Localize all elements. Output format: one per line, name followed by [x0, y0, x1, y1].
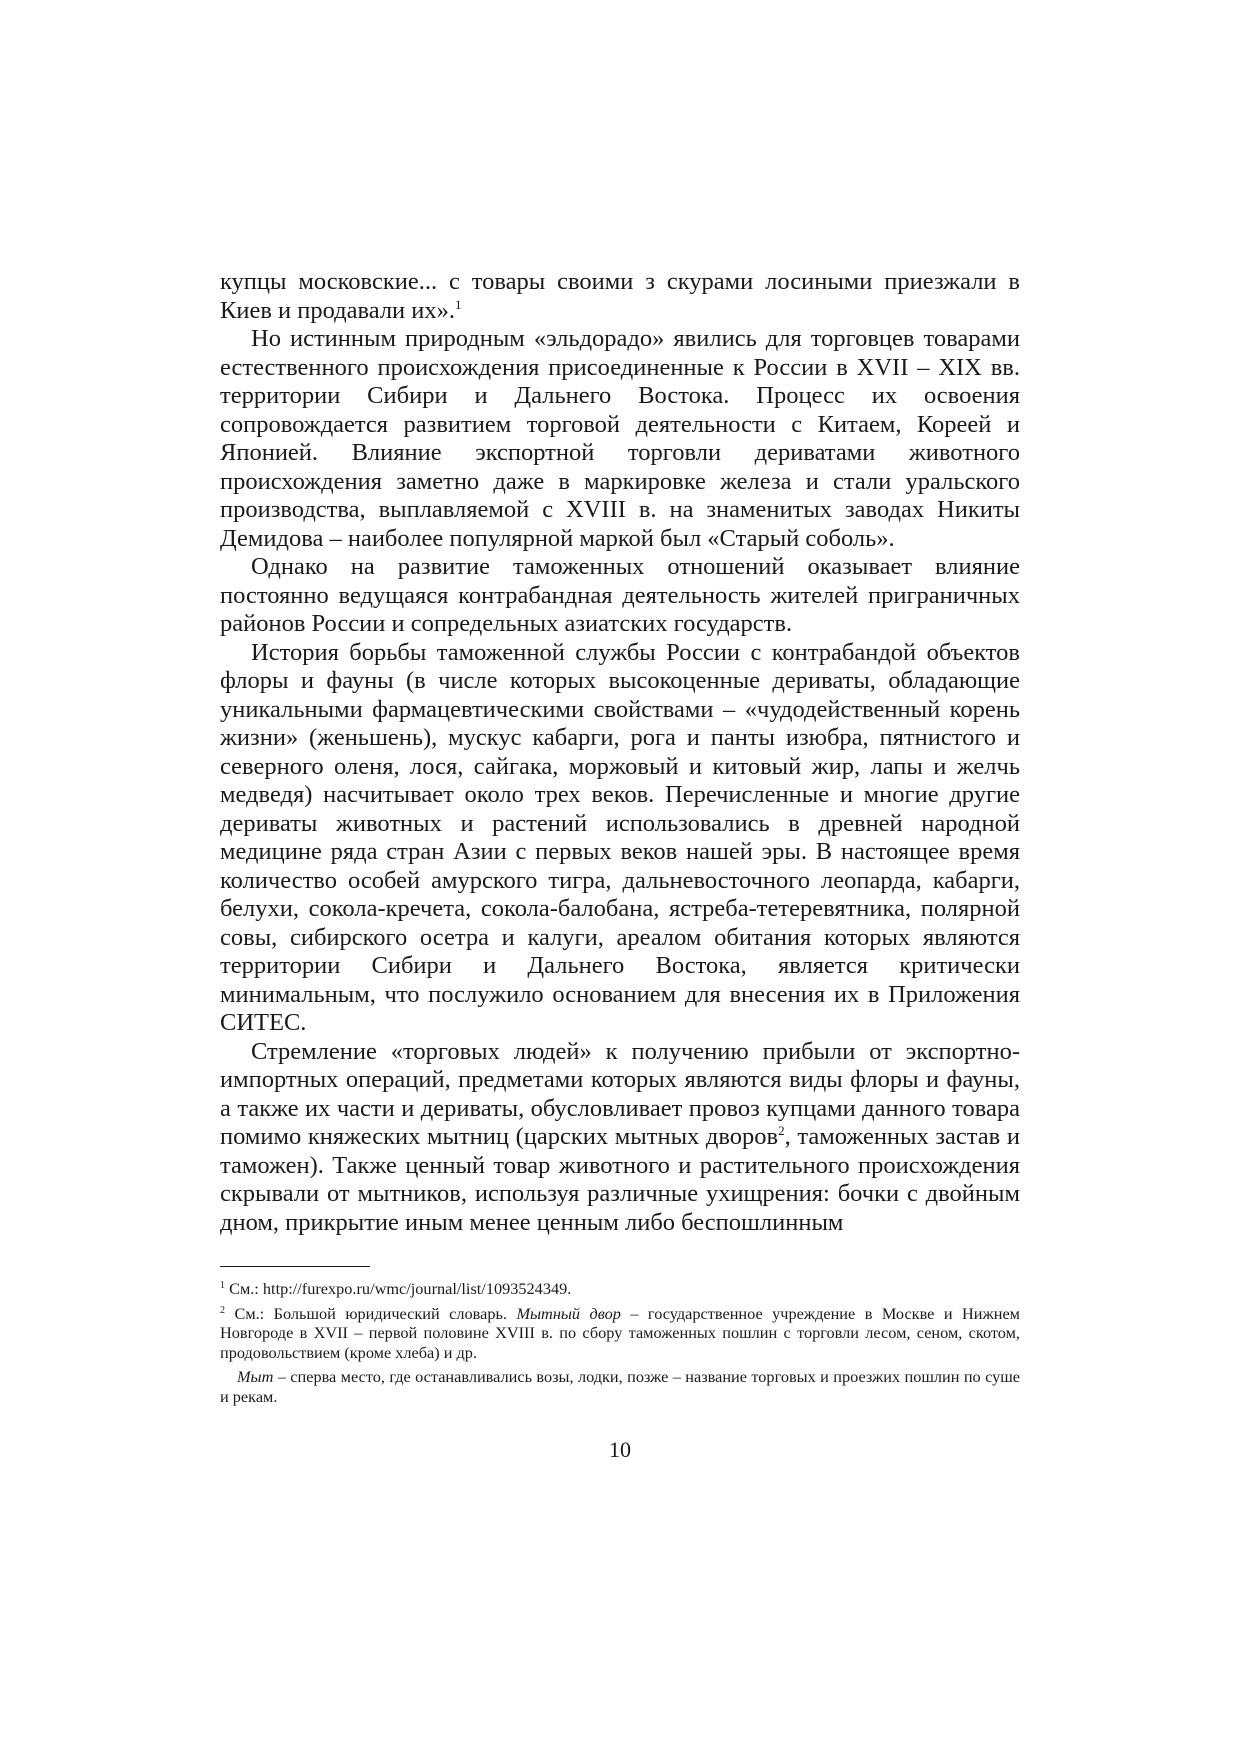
paragraph-4: История борьбы таможенной службы России с контрабандой объектов флоры и фауны (в числе которых высокоценные дериваты, обладающие уникальными фармацевтическими свойствами – «чудодейственный корень жизни» (женьшень), мускус кабарги, рога и панты изюбра, пятнистого и северного оленя, лося, сайгака, моржовый и китовый жир, лапы и желчь медведя) насчитывает около трех веков. Перечисленные и многие другие дериваты животных и растений использовались в древней народной медицине ряда стран Азии с первых веков нашей эры. В настоящее время количество особей амурского тигра, дальневосточного леопарда, кабарги, белухи, сокола-кречета, сокола-балобана, ястреба-тетеревятника, полярной совы, сибирского осетра и калуги, ареалом обитания которых являются территории Сибири и Дальнего Востока, является критически минимальным, что послужило основанием для внесения их в Приложения СИТЕС.	[220, 638, 1020, 1036]
page-body	[220, 268, 1020, 1463]
footnote-2-continuation	[220, 1367, 1020, 1406]
footnote-2	[220, 1304, 1020, 1363]
paragraph-1	[220, 268, 1020, 325]
page-number: 10	[609, 1437, 631, 1462]
footnotes	[220, 1279, 1020, 1406]
footnote-ref-1[interactable]: 1	[455, 296, 462, 312]
paragraph-2: Но истинным природным «эльдорадо» явились для торговцев товарами естественного происхождения присоединенные к России в XVII – XIX вв. территории Сибири и Дальнего Востока. Процесс их освоения сопровождается развитием торговой деятельности с Китаем, Кореей и Японией. Влияние экспортной торговли дериватами животного происхождения заметно даже в маркировке железа и стали уральского производства, выплавляемой с XVIII в. на знаменитых заводах Никиты Демидова – наиболее популярной маркой был «Старый соболь».	[220, 325, 1020, 552]
footnote-1	[220, 1279, 1020, 1299]
paragraph-5-text-a: Стремление «торговых людей» к получению прибыли от экспортно-импортных операций, предметами которых являются виды флоры и фауны, а также их части и дериваты, обусловливает провоз купцами данного товара помимо княжеских мытниц (царских мытных дворов	[220, 1037, 1020, 1150]
footnote-2-text-a: См.: Большой юридический словарь.	[234, 1303, 517, 1323]
paragraph-5-text-b: , таможенных застав и таможен). Также ценный товар животного и растительного происхождения скрывали от мытников, используя различные ухищрения: бочки с двойным дном, прикрытие иным менее ценным либо беспошлинным	[220, 1123, 1020, 1236]
footnote-divider	[220, 1266, 370, 1267]
footnote-2-term: Мытный двор	[516, 1303, 621, 1323]
paragraph-3: Однако на развитие таможенных отношений оказывает влияние постоянно ведущаяся контрабандная деятельность жителей приграничных районов России и сопредельных азиатских государств.	[220, 553, 1020, 637]
footnote-3-term: Мыт	[237, 1367, 274, 1386]
footnote-3-text: – сперва место, где останавливались возы, лодки, позже – название торговых и проезжих пошлин по суше и рекам.	[220, 1367, 1020, 1406]
footnote-2-text-b: – государственное учреждение в Москве и Нижнем Новгороде в XVII – первой половине XVIII в. по сбору таможенных пошлин с торговли лесом, сеном, скотом, продовольствием (кроме хлеба) и др.	[220, 1303, 1020, 1362]
footnote-2-mark: 2	[220, 1304, 225, 1316]
paragraph-5	[220, 1038, 1020, 1238]
paragraph-1-text: купцы московские... с товары своими з скурами лосиными приезжали в Киев и продавали их».	[220, 268, 1020, 324]
footnote-1-mark: 1	[220, 1280, 225, 1291]
footnote-1-text: См.: http://furexpo.ru/wmc/journal/list/1093524349.	[229, 1279, 572, 1298]
footnote-ref-2[interactable]: 2	[778, 1123, 785, 1138]
